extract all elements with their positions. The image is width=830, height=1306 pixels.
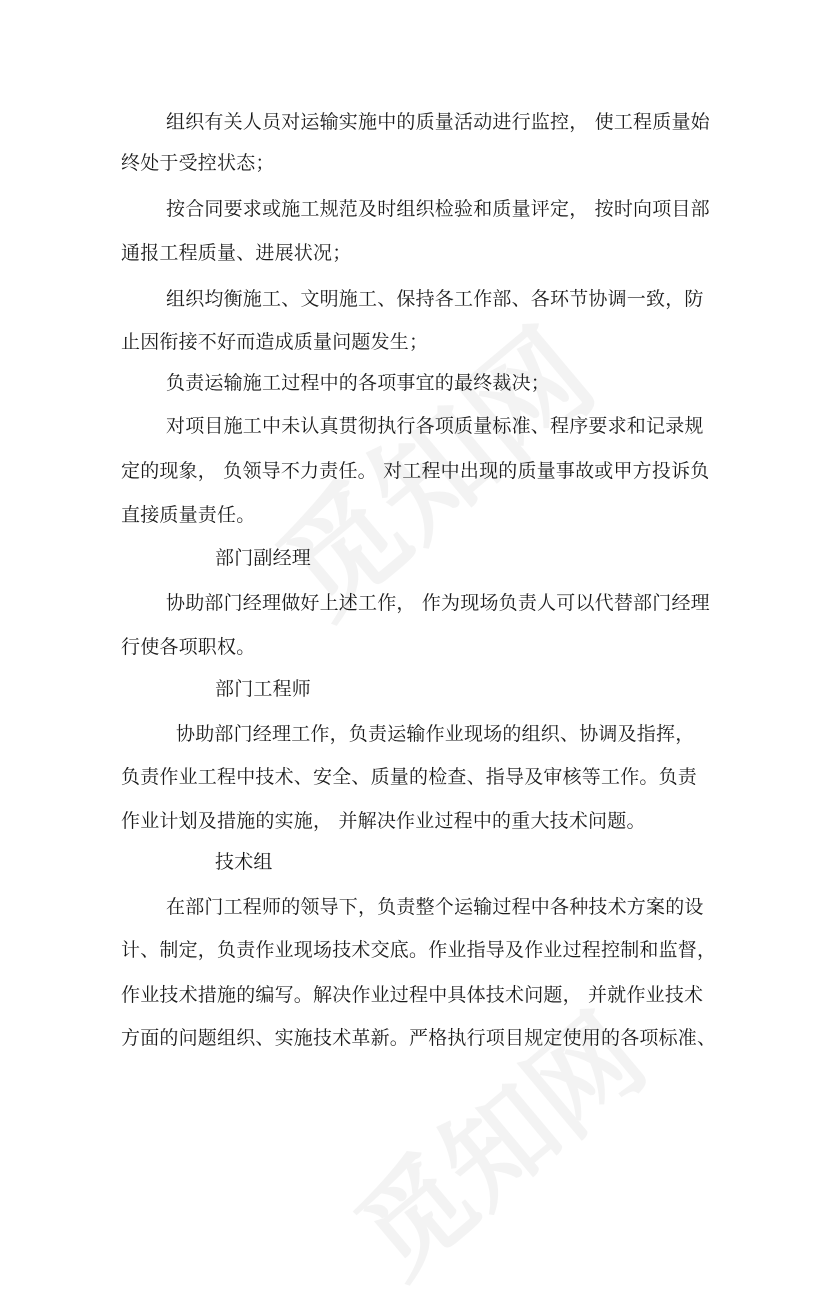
section-heading: 部门工程师: [215, 678, 312, 700]
paragraph-line: 负责作业工程中技术、安全、质量的检查、指导及审核等工作。负责: [121, 766, 698, 788]
paragraph-line: 负责运输施工过程中的各项事宜的最终裁决；: [166, 372, 551, 394]
paragraph-line: 在部门工程师的领导下，负责整个运输过程中各种技术方案的设: [166, 896, 704, 918]
paragraph-line: 协助部门经理工作，负责运输作业现场的组织、协调及指挥，: [176, 723, 695, 745]
paragraph-line: 计、制定，负责作业现场技术交底。作业指导及作业过程控制和监督，: [121, 939, 717, 961]
section-heading: 技术组: [215, 851, 273, 873]
paragraph-line: 终处于受控状态；: [121, 152, 275, 174]
paragraph-line: 对项目施工中未认真贯彻执行各项质量标准、程序要求和记录规: [166, 415, 704, 437]
paragraph-line: 定的现象， 负领导不力责任。 对工程中出现的质量事故或甲方投诉负: [121, 460, 710, 482]
paragraph-line: 协助部门经理做好上述工作， 作为现场负责人可以代替部门经理: [166, 592, 710, 614]
paragraph-line: 作业计划及措施的实施， 并解决作业过程中的重大技术问题。: [121, 810, 646, 832]
paragraph-line: 行使各项职权。: [121, 636, 256, 658]
paragraph-line: 按合同要求或施工规范及时组织检验和质量评定， 按时向项目部: [166, 198, 710, 220]
paragraph-line: 直接质量责任。: [121, 504, 256, 526]
paragraph-line: 方面的问题组织、实施技术革新。严格执行项目规定使用的各项标准、: [121, 1027, 717, 1049]
paragraph-line: 止因衔接不好而造成质量问题发生；: [121, 331, 429, 353]
paragraph-line: 通报工程质量、进展状况；: [121, 242, 352, 264]
paragraph-line: 组织有关人员对运输实施中的质量活动进行监控， 使工程质量始: [166, 111, 710, 133]
paragraph-line: 作业技术措施的编写。解决作业过程中具体技术问题， 并就作业技术: [121, 984, 704, 1006]
paragraph-line: 组织均衡施工、文明施工、保持各工作部、各环节协调一致，防: [166, 288, 704, 310]
section-heading: 部门副经理: [215, 547, 312, 569]
